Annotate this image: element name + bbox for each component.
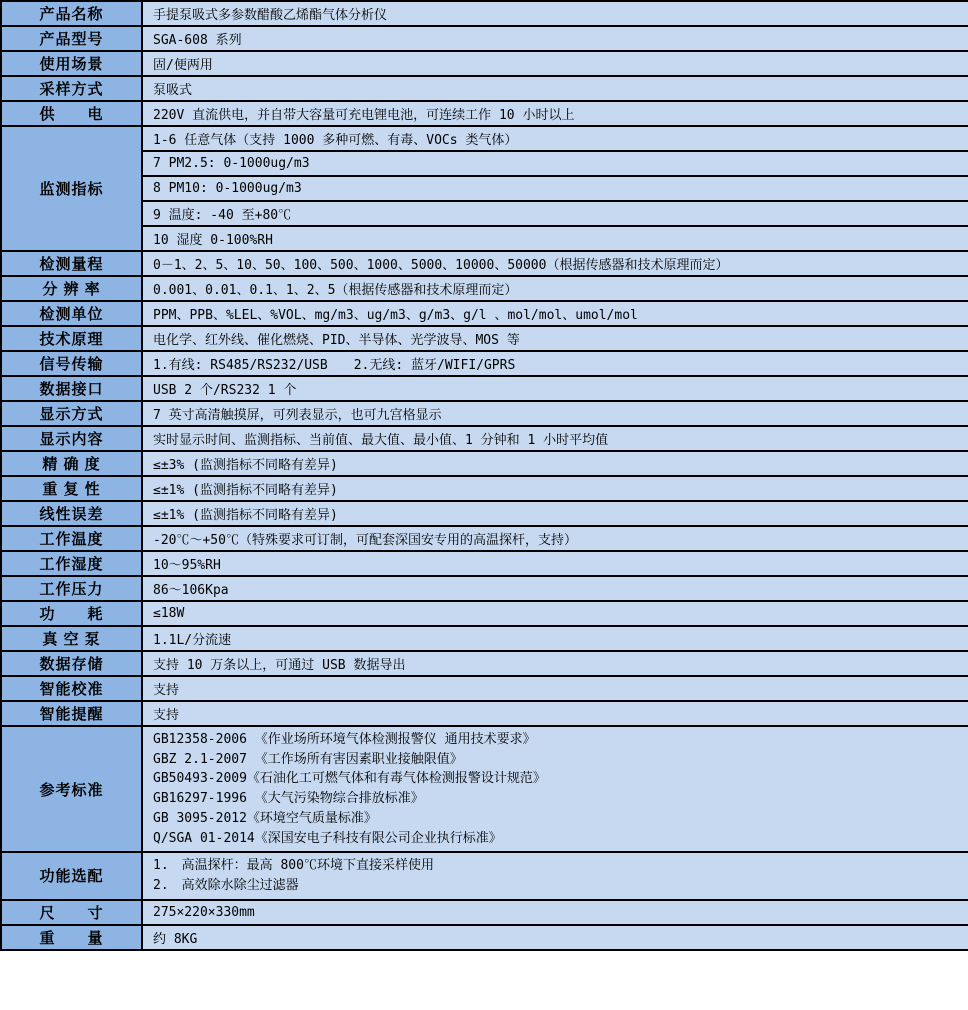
spec-row-label-text: 智能校准: [39, 681, 104, 698]
spec-row: [1, 301, 968, 326]
spec-row: [1, 276, 968, 301]
spec-row-value: ≤±3% (监测指标不同略有差异): [142, 451, 968, 476]
spec-row-label-text: 功能选配: [39, 868, 104, 886]
spec-row-label-text: 智能提醒: [39, 706, 104, 723]
spec-row-label: [1, 376, 142, 401]
spec-row-label: [1, 351, 142, 376]
spec-row-label-text: 信号传输: [39, 356, 104, 373]
spec-row-value: 1.1L/分流速: [142, 626, 968, 651]
spec-row-label: [1, 451, 142, 476]
spec-row-label-text: 显示内容: [39, 431, 104, 448]
spec-row-value: [142, 726, 968, 852]
spec-row-label: [1, 51, 142, 76]
spec-row: [1, 176, 968, 201]
spec-row: [1, 651, 968, 676]
spec-row-label: [1, 925, 142, 950]
spec-row-label-text: 精 确 度: [42, 456, 101, 473]
spec-row-label: [1, 276, 142, 301]
spec-row-value: 手提泵吸式多参数醋酸乙烯酯气体分析仪: [142, 1, 968, 26]
spec-row: [1, 26, 968, 51]
spec-row-label-text: 数据存储: [39, 656, 104, 673]
spec-value-line: 2. 高效除水除尘过滤器: [153, 877, 299, 893]
spec-row-value: 0.001、0.01、0.1、1、2、5（根据传感器和技术原理而定）: [142, 276, 968, 301]
spec-row-value: 86～106Kpa: [142, 576, 968, 601]
spec-row: [1, 576, 968, 601]
spec-row: [1, 451, 968, 476]
spec-row-label: [1, 551, 142, 576]
spec-row-label: [1, 526, 142, 551]
spec-value-line: GB16297-1996 《大气污染物综合排放标准》: [153, 791, 424, 807]
spec-row-label: [1, 852, 142, 899]
spec-row-label-text: 分 辨 率: [42, 281, 101, 298]
spec-row-label: [1, 726, 142, 852]
spec-row-label-text: 采样方式: [39, 81, 104, 98]
spec-row-label-text: 功 耗: [39, 606, 104, 623]
spec-row-label-text: 检测量程: [39, 256, 104, 273]
spec-row-label: [1, 76, 142, 101]
spec-value-line: GBZ 2.1-2007 《工作场所有害因素职业接触限值》: [153, 751, 463, 767]
spec-row-label-text: 显示方式: [39, 406, 104, 423]
spec-row-value: 9 温度: -40 至+80℃: [142, 201, 968, 226]
spec-value-line: GB50493-2009《石油化工可燃气体和有毒气体检测报警设计规范》: [153, 771, 546, 787]
spec-row: [1, 701, 968, 726]
spec-row-value: 10～95%RH: [142, 551, 968, 576]
spec-row-value: 泵吸式: [142, 76, 968, 101]
spec-value-line: Q/SGA 01-2014《深国安电子科技有限公司企业执行标准》: [153, 830, 502, 846]
spec-row-label: [1, 651, 142, 676]
spec-row-label-text: 工作湿度: [39, 556, 104, 573]
spec-row-value: 支持: [142, 676, 968, 701]
spec-row: [1, 676, 968, 701]
spec-row-label-text: 监测指标: [39, 181, 104, 198]
spec-row-label-text: 产品名称: [39, 6, 104, 23]
spec-row: [1, 551, 968, 576]
spec-row-value: 电化学、红外线、催化燃烧、PID、半导体、光学波导、MOS 等: [142, 326, 968, 351]
spec-row: [1, 626, 968, 651]
spec-row-value: ≤±1% (监测指标不同略有差异): [142, 476, 968, 501]
spec-row-label-text: 技术原理: [39, 331, 104, 348]
spec-row-value: SGA-608 系列: [142, 26, 968, 51]
spec-row-label: [1, 101, 142, 126]
spec-row-label: [1, 476, 142, 501]
spec-row: [1, 326, 968, 351]
spec-row-value: 实时显示时间、监测指标、当前值、最大值、最小值、1 分钟和 1 小时平均值: [142, 426, 968, 451]
spec-row-label: [1, 126, 142, 251]
spec-row-label: [1, 26, 142, 51]
spec-row-value: ≤18W: [142, 601, 968, 626]
spec-row-label: [1, 676, 142, 701]
spec-table-body: [1, 1, 968, 950]
spec-row-value: 8 PM10: 0-1000ug/m3: [142, 176, 968, 201]
spec-row: [1, 201, 968, 226]
spec-row-label-text: 数据接口: [39, 381, 104, 398]
spec-row-label-text: 产品型号: [39, 31, 104, 48]
spec-row-value: -20℃～+50℃（特殊要求可订制，可配套深国安专用的高温探杆，支持）: [142, 526, 968, 551]
spec-row-label: [1, 301, 142, 326]
spec-row-label: [1, 900, 142, 925]
spec-row-value: [142, 852, 968, 899]
spec-row-value: 支持: [142, 701, 968, 726]
spec-row-label-text: 线性误差: [39, 506, 104, 523]
spec-row-value: 0－1、2、5、10、50、100、500、1000、5000、10000、50000（根据传感器和技术原理而定）: [142, 251, 968, 276]
spec-value-line: 1. 高温探杆：最高 800℃环境下直接采样使用: [153, 858, 434, 874]
spec-row-label-text: 参考标准: [39, 781, 104, 799]
spec-row-label-text: 重 复 性: [42, 481, 101, 498]
spec-row: [1, 226, 968, 251]
spec-row-value: 1-6 任意气体（支持 1000 多种可燃、有毒、VOCs 类气体）: [142, 126, 968, 151]
spec-row-label: [1, 626, 142, 651]
spec-row-value: ≤±1% (监测指标不同略有差异): [142, 501, 968, 526]
spec-row-label-text: 尺 寸: [39, 904, 104, 922]
spec-row: [1, 476, 968, 501]
spec-value-line: GB12358-2006 《作业场所环境气体检测报警仪 通用技术要求》: [153, 732, 536, 747]
spec-row-value: PPM、PPB、%LEL、%VOL、mg/m3、ug/m3、g/m3、g/l 、mol/mol、umol/mol: [142, 301, 968, 326]
spec-row-value: 10 湿度 0-100%RH: [142, 226, 968, 251]
spec-row-label: [1, 601, 142, 626]
spec-row: [1, 376, 968, 401]
spec-row: [1, 900, 968, 925]
spec-row: [1, 1, 968, 26]
spec-row-label: [1, 326, 142, 351]
spec-row: [1, 401, 968, 426]
spec-row: [1, 925, 968, 950]
spec-row-label-text: 使用场景: [39, 56, 104, 73]
spec-value-line: GB 3095-2012《环境空气质量标准》: [153, 810, 377, 826]
spec-row-value: USB 2 个/RS232 1 个: [142, 376, 968, 401]
spec-row-value: 220V 直流供电，并自带大容量可充电锂电池，可连续工作 10 小时以上: [142, 101, 968, 126]
spec-row: [1, 601, 968, 626]
spec-row-label-text: 真 空 泵: [42, 631, 101, 648]
spec-row: [1, 51, 968, 76]
spec-row-value: 275×220×330mm: [142, 900, 968, 925]
spec-row-label: [1, 1, 142, 26]
spec-row-label: [1, 501, 142, 526]
spec-row: [1, 101, 968, 126]
spec-row: [1, 501, 968, 526]
spec-row-label-text: 工作温度: [39, 531, 104, 548]
spec-row: [1, 251, 968, 276]
spec-row: [1, 526, 968, 551]
spec-row-value: 7 英寸高清触摸屏，可列表显示，也可九宫格显示: [142, 401, 968, 426]
spec-row-label: [1, 401, 142, 426]
spec-row-label: [1, 426, 142, 451]
spec-row-label-text: 工作压力: [39, 581, 104, 598]
spec-row: [1, 351, 968, 376]
spec-row-label-text: 检测单位: [39, 306, 104, 323]
spec-row-label: [1, 701, 142, 726]
spec-row-value: 1.有线: RS485/RS232/USB 2.无线: 蓝牙/WIFI/GPRS: [142, 351, 968, 376]
spec-row-value: 7 PM2.5: 0-1000ug/m3: [142, 151, 968, 176]
spec-row: [1, 76, 968, 101]
spec-row-label-text: 供 电: [39, 106, 104, 123]
spec-row: [1, 726, 968, 852]
spec-row-label: [1, 251, 142, 276]
spec-row: [1, 426, 968, 451]
spec-row-value: 固/便两用: [142, 51, 968, 76]
spec-row-value: 支持 10 万条以上，可通过 USB 数据导出: [142, 651, 968, 676]
spec-row-label-text: 重 量: [39, 929, 104, 947]
spec-row: [1, 151, 968, 176]
spec-row-label: [1, 576, 142, 601]
spec-row: [1, 852, 968, 899]
spec-row-value: 约 8KG: [142, 925, 968, 950]
spec-row: [1, 126, 968, 151]
